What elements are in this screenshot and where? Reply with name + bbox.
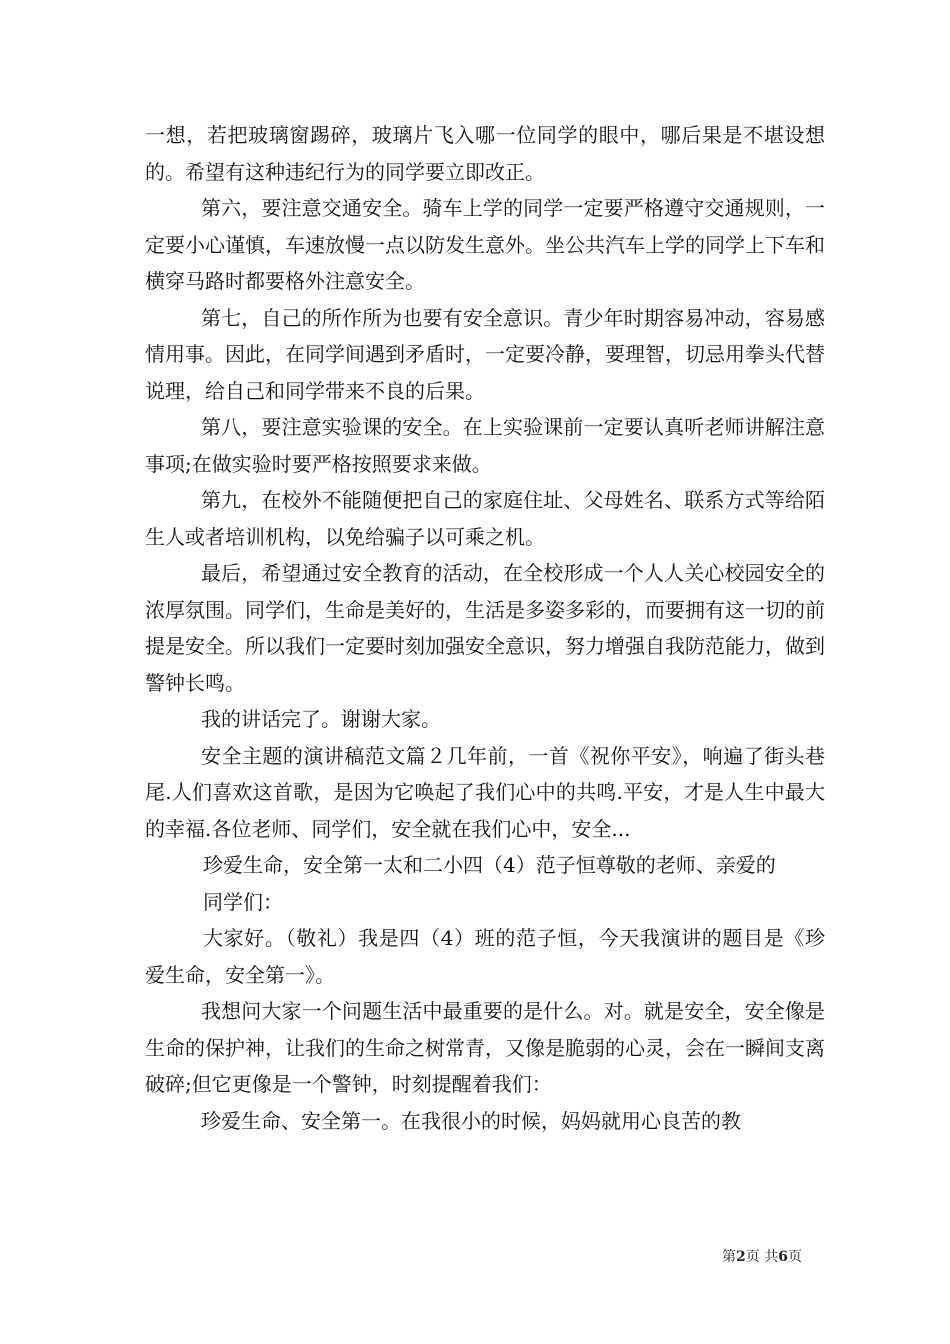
page-footer [722, 1246, 802, 1266]
paragraph: 第六，要注意交通安全。骑车上学的同学一定要严格遵守交通规则，一定要小心谨慎，车速放慢一点以防发生意外。坐公共汽车上学的同学上下车和横穿马路时都要格外注意安全。 [145, 196, 825, 293]
paragraph: 第七，自己的所作所为也要有安全意识。青少年时期容易冲动，容易感情用事。因此，在同学间遇到矛盾时，一定要冷静，要理智，切忌用拳头代替说理，给自己和同学带来不良的后果。 [145, 305, 825, 403]
body-text [145, 117, 825, 1139]
paragraph: 我想问大家一个问题生活中最重要的是什么。对。就是安全，安全像是生命的保护神，让我们的生命之树常青，又像是脆弱的心灵，会在一瞬间支离破碎;但它更像是一个警钟，时刻提醒着我们： [145, 999, 825, 1096]
paragraph: 大家好。（敬礼）我是四（4）班的范子恒，今天我演讲的题目是《珍爱生命，安全第一》。 [145, 926, 825, 987]
footer-suffix: 页 [788, 1249, 802, 1265]
paragraph: 同学们： [203, 889, 283, 914]
paragraph: 一想，若把玻璃窗踢碎，玻璃片飞入哪一位同学的眼中，哪后果是不堪设想的。希望有这种违纪行为的同学要立即改正。 [145, 123, 825, 184]
footer-prefix: 第 [722, 1249, 737, 1265]
total-page-number: 6 [778, 1249, 788, 1265]
paragraph: 最后，希望通过安全教育的活动，在全校形成一个人人关心校园安全的浓厚氛围。同学们，生命是美好的，生活是多姿多彩的，而要拥有这一切的前提是安全。所以我们一定要时刻加强安全意识，努力增强自我防范能力，做到警钟长鸣。 [145, 561, 825, 695]
paragraph: 第八，要注意实验课的安全。在上实验课前一定要认真听老师讲解注意事项;在做实验时要严格按照要求来做。 [145, 415, 825, 476]
paragraph: 珍爱生命、安全第一。在我很小的时候，妈妈就用心良苦的教 [201, 1108, 741, 1133]
paragraph: 第九，在校外不能随便把自己的家庭住址、父母姓名、联系方式等给陌生人或者培训机构，以免给骗子以可乘之机。 [145, 488, 825, 549]
paragraph: 珍爱生命，安全第一太和二小四（4）范子恒尊敬的老师、亲爱的 [203, 853, 776, 877]
paragraph: 我的讲话完了。谢谢大家。 [201, 707, 441, 731]
footer-middle: 页 共 [745, 1249, 779, 1265]
paragraph: 安全主题的演讲稿范文篇２几年前，一首《祝你平安》，响遍了街头巷尾.人们喜欢这首歌，是因为它唤起了我们心中的共鸣.平安，才是人生中最大的幸福.各位老师、同学们，安全就在我们心中，安全... [145, 743, 825, 841]
current-page-number: 2 [736, 1249, 746, 1265]
